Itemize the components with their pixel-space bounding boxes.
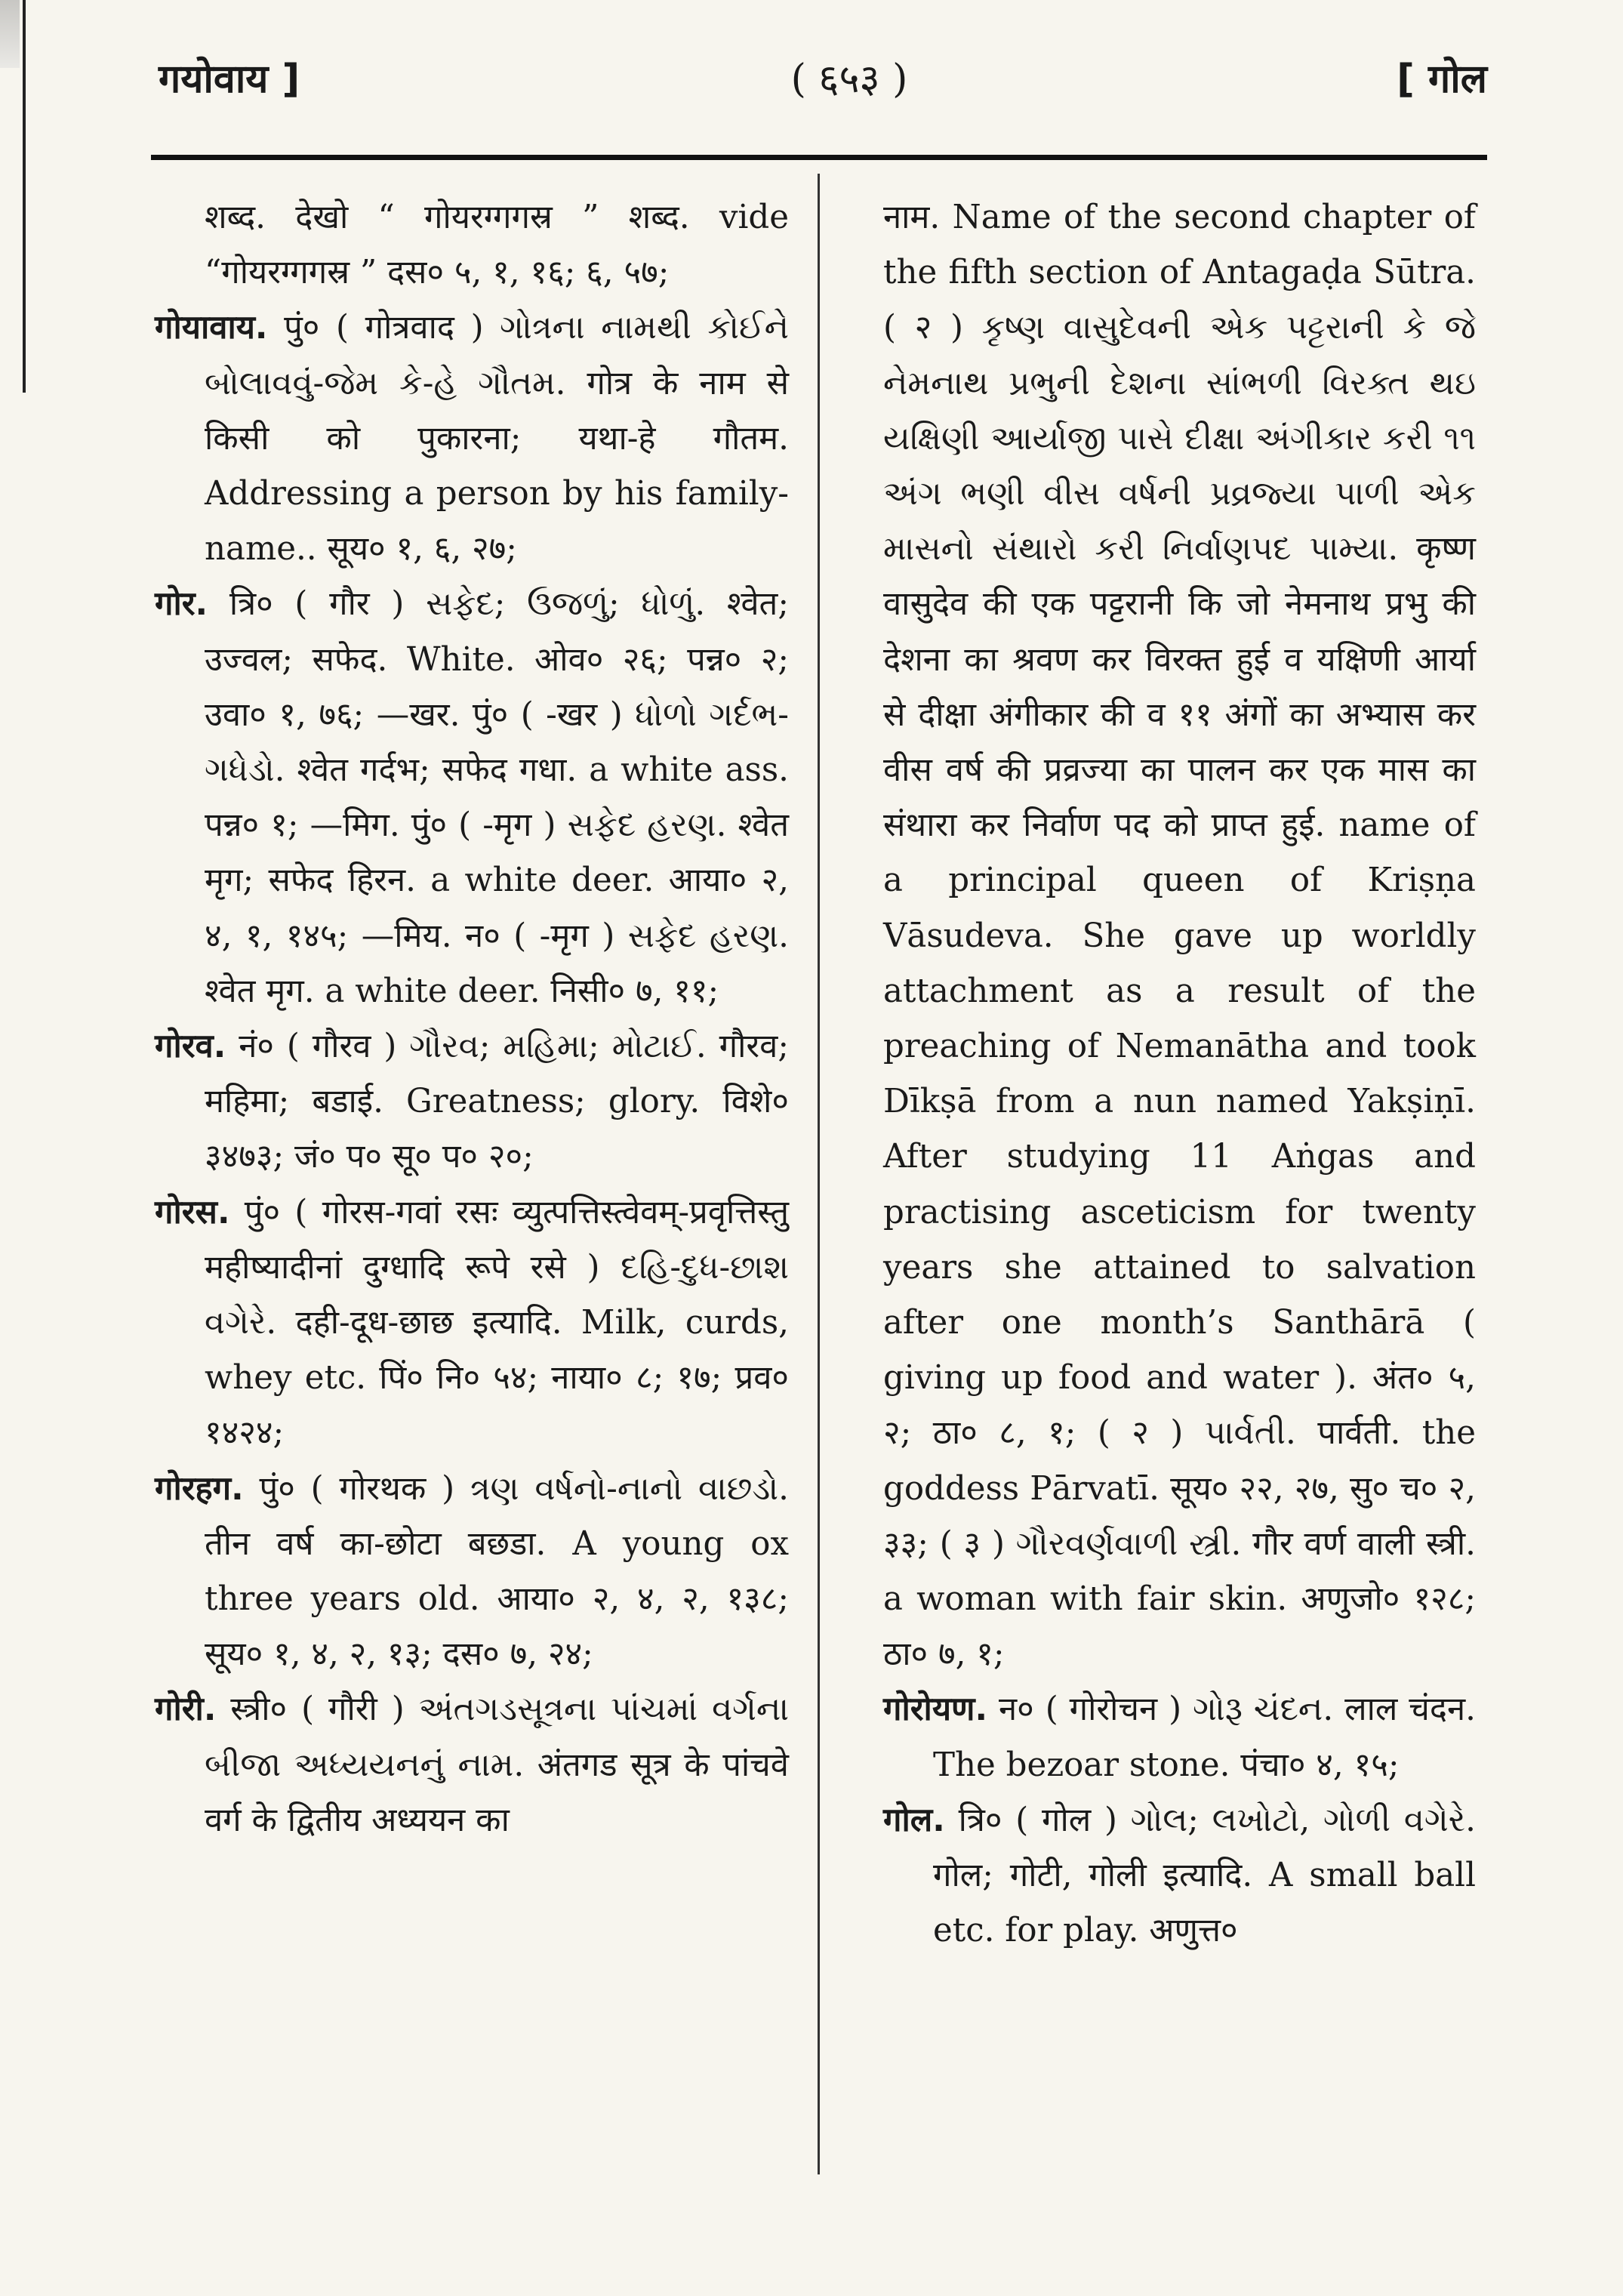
page-number: ( ६५३ ) <box>790 57 908 102</box>
dictionary-entry <box>155 300 789 577</box>
dictionary-entry <box>155 1462 789 1683</box>
entry-headword: गोरी. <box>155 1690 217 1729</box>
right-column <box>883 190 1476 1959</box>
entry-text: स्त्री० ( गौरी ) અંતગડસૂત્રના પાંચમાં વર્ગના બીજા અધ્યયનનું નામ. अंतगड सूत्र के पांचवे वर्ग के द्वितीय अध्ययन का <box>205 1690 789 1839</box>
entry-text: पुं० ( गोत्रवाद ) ગોત્રના નામથી કોઈને બોલાવવું-જેમ કે-હે ગૌતમ. गोत्र के नाम से किसी को पुकारना; यथा-हे गौतम. Addressing a person by his family-name.. सूय० १, ६, २७; <box>205 309 789 569</box>
scan-corner-mark <box>0 0 20 68</box>
entry-text: शब्द. देखो “ गोयरग्गगस्र ” शब्द. vide “गोयरग्गगस्र ” दस० ५, १, १६; ६, ५७; <box>205 199 789 292</box>
dictionary-entry <box>883 1682 1476 1792</box>
entry-text: न० ( गोरोचन ) ગોરૂ ચંદન. लाल चंदन. The bezoar stone. पंचा० ४, १५; <box>933 1690 1476 1784</box>
entry-text: पुं० ( गोरस-गवां रसः व्युत्पत्तिस्त्वेवम्-प्रवृत्तिस्तु महीष्यादीनां दुग्धादि रूपे रसे ) દહિ-દુધ-છાશ વગેરે. दही-दूध-छाछ इत्यादि. Milk, curds, whey etc. पिं० नि० ५४; नाया० ८; १७; प्रव० १४२४; <box>205 1193 790 1453</box>
entry-headword: गोर. <box>155 585 208 624</box>
dictionary-entry <box>155 1019 789 1185</box>
column-divider <box>818 174 820 2174</box>
dictionary-entry <box>155 1185 789 1462</box>
running-head-left: गयोवाय ] <box>159 57 300 102</box>
entry-text: पुं० ( गोरथक ) ત્રણ વર્ષનો-નાનો વાછડો. तीन वर्ष का-छोटा बछडा. A young ox three years old. आया० २, ४, २, १३८; सूय० १, ४, २, १३; दस० ७, २४; <box>205 1469 789 1674</box>
entry-headword: गोल. <box>883 1801 945 1839</box>
entry-headword: गोरव. <box>155 1028 226 1066</box>
left-column <box>155 190 789 1848</box>
entry-headword: गोरोयण. <box>883 1690 988 1729</box>
entry-text: नं० ( गौरव ) ગૌરવ; મહિમા; મોટાઈ. गौरव; महिमा; बडाई. Greatness; glory. विशे० ३४७३; जं० प० सू० प० २०; <box>205 1028 790 1176</box>
entry-text: त्रि० ( गोल ) ગોલ; લખોટો, ગોળી વગેરે. गोल; गोटी, गोली इत्यादि. A small ball etc. for play. अणुत्त० <box>933 1801 1476 1950</box>
running-head-right: [ गोल <box>1397 57 1487 102</box>
entry-headword: गोरहग. <box>155 1469 244 1508</box>
entry-headword: गोरस. <box>155 1193 230 1231</box>
entry-text: त्रि० ( गौर ) સફેદ; ઉજળું; ધોળું. श्वेत; उज्वल; सफेद. White. ओव० २६; पन्न० २; उवा० १, ७६; —खर. पुं० ( -खर ) ધોળો ગર્દભ-ગધેડો. श्वेत गर्दभ; सफेद गधा. a white ass. पन्न० १; —मिग. पुं० ( -मृग ) સફેદ હરણ. श्वेत मृग; सफेद हिरन. a white deer. आया० २, ४, १, १४५; —मिय. न० ( -मृग ) સફેદ હરણ. श्वेत मृग. a white deer. निसी० ७, ११; <box>205 585 789 1010</box>
header-rule <box>151 155 1487 160</box>
dictionary-entry <box>883 190 1476 1682</box>
dictionary-entry <box>883 1793 1476 1959</box>
entry-headword: गोयावाय. <box>155 309 268 347</box>
dictionary-entry <box>155 1682 789 1848</box>
dictionary-entry <box>155 577 789 1019</box>
entry-text: नाम. Name of the second chapter of the fifth section of Antagaḍa Sūtra. ( २ ) કૃષ્ણ વાસુદેવની એક પટ્ટરાની કે જે નેમનાથ પ્રભુની દેશના સાંભળી વિરક્ત થઇ યક્ષિણી આર્યાજી પાસે દીક્ષા અંગીકાર કરી ૧૧ અંગ ભણી વીસ વર્ષની પ્રવ્રજ્યા પાળી એક માસનો સંથારો કરી નિર્વાણપદ પામ્યા. कृष्ण वासुदेव की एक पट्टरानी कि जो नेमनाथ प्रभु की देशना का श्रवण कर विरक्त हुई व यक्षिणी आर्या से दीक्षा अंगीकार की व ११ अंगों का अभ्यास कर वीस वर्ष की प्रव्रज्या का पालन कर एक मास का संथारा कर निर्वाण पद को प्राप्त हुई. name of a principal queen of Kriṣṇa Vāsudeva. She gave up worldly attachment as a result of the preaching of Nemanātha and took Dīkṣā from a nun named Yakṣiṇī. After studying 11 Aṅgas and practising asceticism for twenty years she attained to salvation after one month’s Santhārā ( giving up food and water ). अंत० ५, २; ठा० ८, १; ( २ ) પાર્વતી. पार्वती. the goddess Pārvatī. सूय० २२, २७, सु० च० २, ३३; ( ३ ) ગૌરવર્ણવાળી સ્ત્રી. गौर वर्ण वाली स्त्री. a woman with fair skin. अणुजो० १२८; ठा० ७, १; <box>883 199 1476 1674</box>
scan-edge-line <box>23 0 26 393</box>
dictionary-entry <box>155 190 789 300</box>
